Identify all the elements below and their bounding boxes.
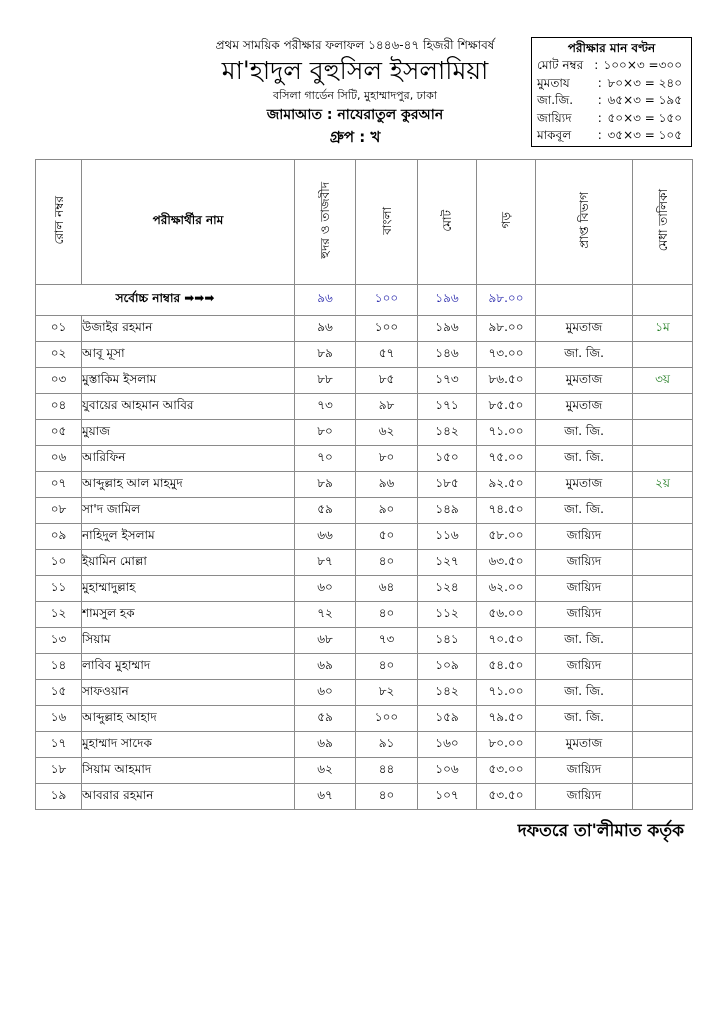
merit-cell [633,342,693,368]
subject2-cell: ১০০ [356,316,418,342]
division-cell: জায়্যিদ [536,758,633,784]
total-cell: ১২৭ [418,550,477,576]
subject2-cell: ৯০ [356,498,418,524]
subject2-cell: ৪০ [356,654,418,680]
subject2-cell: ৪০ [356,784,418,810]
merit-cell [633,420,693,446]
name-cell: ইয়ামিন মোল্লা [82,550,295,576]
average-cell: ৭৫.০০ [477,446,536,472]
max-division-empty [536,285,633,316]
grade-row [537,57,686,75]
grade-label: মুমতায [537,75,570,90]
max-score-row [36,285,693,316]
name-cell: আবূ মূসা [82,342,295,368]
total-cell: ১৪১ [418,628,477,654]
subject2-cell: ৮২ [356,680,418,706]
table-row [36,498,693,524]
division-cell: মুমতাজ [536,394,633,420]
subject2-cell: ৯১ [356,732,418,758]
table-row [36,550,693,576]
subject2-cell: ৯৬ [356,472,418,498]
average-cell: ৫৮.০০ [477,524,536,550]
total-cell: ১১৬ [418,524,477,550]
subject1-cell: ৭৩ [295,394,356,420]
division-cell: জা. জি. [536,628,633,654]
division-cell: জা. জি. [536,680,633,706]
subject2-cell: ৪৪ [356,758,418,784]
table-header-row [36,160,693,285]
total-cell: ১৭৩ [418,368,477,394]
name-cell: সা'দ জামিল [82,498,295,524]
col-header-subject1: হুদর ও তাজবীদ [295,160,356,285]
name-cell: মুস্তাকিম ইসলাম [82,368,295,394]
roll-cell: ১৬ [36,706,82,732]
roll-cell: ০৯ [36,524,82,550]
division-cell: জা. জি. [536,342,633,368]
roll-cell: ১১ [36,576,82,602]
name-cell: সাফওয়ান [82,680,295,706]
roll-cell: ১৭ [36,732,82,758]
name-cell: মুয়াজ [82,420,295,446]
total-cell: ১১২ [418,602,477,628]
division-cell: জা. জি. [536,498,633,524]
max-merit-empty [633,285,693,316]
merit-cell [633,498,693,524]
subject1-cell: ৬২ [295,758,356,784]
subject1-cell: ৬৯ [295,654,356,680]
name-cell: যুবায়ের আহমান আবির [82,394,295,420]
average-cell: ৫৩.০০ [477,758,536,784]
subject2-cell: ৭৩ [356,628,418,654]
total-cell: ১০৯ [418,654,477,680]
grade-value: ১০০×৩ =৩০০ [603,58,682,72]
subject1-cell: ৬০ [295,576,356,602]
division-cell: জায়্যিদ [536,602,633,628]
merit-cell: ২য় [633,472,693,498]
table-row [36,394,693,420]
subject1-cell: ৬৬ [295,524,356,550]
name-cell: আরিফিন [82,446,295,472]
total-cell: ১০৭ [418,784,477,810]
table-row [36,342,693,368]
grade-rows [537,57,686,145]
merit-cell [633,394,693,420]
subject2-cell: ১০০ [356,706,418,732]
subject1-cell: ৮০ [295,420,356,446]
average-cell: ৬৩.৫০ [477,550,536,576]
average-cell: ৭৯.৫০ [477,706,536,732]
merit-cell [633,680,693,706]
average-cell: ৮৫.৫০ [477,394,536,420]
roll-cell: ০৫ [36,420,82,446]
roll-cell: ১০ [36,550,82,576]
grade-colon: : [597,128,602,142]
grade-label: মোট নম্বর [537,58,584,72]
average-cell: ৭১.০০ [477,680,536,706]
name-cell: সিয়াম [82,628,295,654]
name-cell: মুহাম্মাদুল্লাহ [82,576,295,602]
group-name: গ্রুপ : খ [329,128,381,146]
grade-value: ৩৫×৩ = ১০৫ [607,128,682,142]
subject1-cell: ৮৯ [295,342,356,368]
subject2-cell: ৮৫ [356,368,418,394]
total-cell: ১৪২ [418,420,477,446]
table-row [36,758,693,784]
total-cell: ১৫০ [418,446,477,472]
subject2-cell: ৪০ [356,550,418,576]
name-cell: আব্দুল্লাহ আহাদ [82,706,295,732]
col-header-merit: মেধা তালিকা [633,160,693,285]
division-cell: জায়্যিদ [536,550,633,576]
grade-colon: : [594,58,599,72]
roll-cell: ০৪ [36,394,82,420]
table-row [36,654,693,680]
subject1-cell: ৮৯ [295,472,356,498]
roll-cell: ০৩ [36,368,82,394]
total-cell: ১৪৬ [418,342,477,368]
max-score-label: সর্বোচ্চ নাম্বার ➡➡➡ [36,285,295,316]
col-header-name: পরীক্ষার্থীর নাম [82,160,295,285]
grade-row [537,92,686,110]
subject1-cell: ৮৭ [295,550,356,576]
total-cell: ১৪২ [418,680,477,706]
roll-cell: ১৩ [36,628,82,654]
merit-cell [633,576,693,602]
division-cell: জা. জি. [536,420,633,446]
name-cell: আবরার রহমান [82,784,295,810]
grade-row [537,110,686,128]
grade-row [537,127,686,145]
division-cell: জায়্যিদ [536,524,633,550]
table-row [36,602,693,628]
total-cell: ১৭১ [418,394,477,420]
name-cell: আব্দুল্লাহ আল মাহমুদ [82,472,295,498]
grade-label: মাকবূল [537,128,572,142]
subject2-cell: ৮০ [356,446,418,472]
division-cell: জায়্যিদ [536,654,633,680]
subject2-cell: ৪০ [356,602,418,628]
merit-cell [633,628,693,654]
table-row [36,706,693,732]
name-cell: মুহাম্মাদ সাদেক [82,732,295,758]
table-row [36,732,693,758]
average-cell: ৭০.৫০ [477,628,536,654]
subject2-cell: ৬২ [356,420,418,446]
table-row [36,628,693,654]
merit-cell: ১ম [633,316,693,342]
total-cell: ১৪৯ [418,498,477,524]
average-cell: ৭৪.৫০ [477,498,536,524]
merit-cell [633,758,693,784]
subject1-cell: ৬৯ [295,732,356,758]
average-cell: ৮৬.৫০ [477,368,536,394]
max-average: ৯৮.০০ [477,285,536,316]
name-cell: শামসুল হক [82,602,295,628]
division-cell: মুমতাজ [536,316,633,342]
grade-value: ৬৫×৩ = ১৯৫ [607,93,682,107]
roll-cell: ০৬ [36,446,82,472]
subject1-cell: ৭২ [295,602,356,628]
name-cell: উজাইর রহমান [82,316,295,342]
average-cell: ৮০.০০ [477,732,536,758]
document-header [190,36,520,148]
merit-cell [633,524,693,550]
merit-cell [633,654,693,680]
roll-cell: ১৮ [36,758,82,784]
total-cell: ১৫৯ [418,706,477,732]
grade-colon: : [597,110,602,125]
grade-value: ৮০×৩ = ২৪০ [607,75,682,90]
roll-cell: ১৫ [36,680,82,706]
subject2-cell: ৫০ [356,524,418,550]
merit-cell [633,732,693,758]
subject1-cell: ৯৬ [295,316,356,342]
average-cell: ৭৩.০০ [477,342,536,368]
max-total: ১৯৬ [418,285,477,316]
table-row [36,524,693,550]
col-header-average: গড় [477,160,536,285]
name-cell: লাবিব মুহাম্মাদ [82,654,295,680]
merit-cell [633,602,693,628]
col-header-total: মোট [418,160,477,285]
class-name: জামাআত : নাযেরাতুল কুরআন [266,107,444,123]
average-cell: ৭১.০০ [477,420,536,446]
grade-distribution-box [531,37,692,147]
division-cell: মুমতাজ [536,472,633,498]
grade-row [537,75,686,93]
subject1-cell: ৭০ [295,446,356,472]
grade-label: জা.জি. [537,93,574,107]
col-header-roll: রোল নম্বর [36,160,82,285]
grade-label: জায়্যিদ [537,110,572,125]
table-row [36,446,693,472]
institution-address: বসিলা গার্ডেন সিটি, মুহাম্মাদপুর, ঢাকা [273,89,437,102]
table-row [36,472,693,498]
subject1-cell: ৫৯ [295,706,356,732]
average-cell: ৬২.০০ [477,576,536,602]
subject1-cell: ৬৭ [295,784,356,810]
institution-name: মা'হাদুল বুহুসিল ইসলামিয়া [221,56,489,85]
subject1-cell: ৮৮ [295,368,356,394]
grade-value: ৫০×৩ = ১৫০ [607,110,682,125]
table-row [36,368,693,394]
subject1-cell: ৬০ [295,680,356,706]
name-cell: নাহিদুল ইসলাম [82,524,295,550]
max-subject1: ৯৬ [295,285,356,316]
average-cell: ৯৮.০০ [477,316,536,342]
average-cell: ৫৩.৫০ [477,784,536,810]
grade-box-title: পরীক্ষার মান বণ্টন [567,41,656,55]
col-header-subject2: বাংলা [356,160,418,285]
grade-colon: : [597,93,602,107]
division-cell: জা. জি. [536,706,633,732]
roll-cell: ০৮ [36,498,82,524]
merit-cell: ৩য় [633,368,693,394]
average-cell: ৯২.৫০ [477,472,536,498]
subject2-cell: ৯৮ [356,394,418,420]
division-cell: মুমতাজ [536,368,633,394]
division-cell: মুমতাজ [536,732,633,758]
result-table [35,159,693,810]
roll-cell: ১৪ [36,654,82,680]
name-cell: সিয়াম আহমাদ [82,758,295,784]
subject1-cell: ৬৮ [295,628,356,654]
grade-colon: : [597,75,602,90]
table-row [36,576,693,602]
average-cell: ৫৬.০০ [477,602,536,628]
total-cell: ১২৪ [418,576,477,602]
merit-cell [633,784,693,810]
total-cell: ১৮৫ [418,472,477,498]
division-cell: জায়্যিদ [536,784,633,810]
average-cell: ৫৪.৫০ [477,654,536,680]
roll-cell: ০২ [36,342,82,368]
exam-title: প্রথম সাময়িক পরীক্ষার ফলাফল ১৪৪৬-৪৭ হিজরী শিক্ষাবর্ষ [215,38,495,52]
merit-cell [633,446,693,472]
issuer-note: দফতরে তা'লীমাত কর্তৃক [517,821,684,841]
total-cell: ১০৬ [418,758,477,784]
roll-cell: ১৯ [36,784,82,810]
subject2-cell: ৫৭ [356,342,418,368]
table-row [36,680,693,706]
total-cell: ১৬০ [418,732,477,758]
col-header-division: প্রাপ্ত বিভাগ [536,160,633,285]
merit-cell [633,706,693,732]
max-subject2: ১০০ [356,285,418,316]
subject2-cell: ৬৪ [356,576,418,602]
division-cell: জায়্যিদ [536,576,633,602]
division-cell: জা. জি. [536,446,633,472]
table-row [36,420,693,446]
roll-cell: ০৭ [36,472,82,498]
roll-cell: ১২ [36,602,82,628]
roll-cell: ০১ [36,316,82,342]
table-row [36,316,693,342]
merit-cell [633,550,693,576]
table-row [36,784,693,810]
subject1-cell: ৫৯ [295,498,356,524]
total-cell: ১৯৬ [418,316,477,342]
